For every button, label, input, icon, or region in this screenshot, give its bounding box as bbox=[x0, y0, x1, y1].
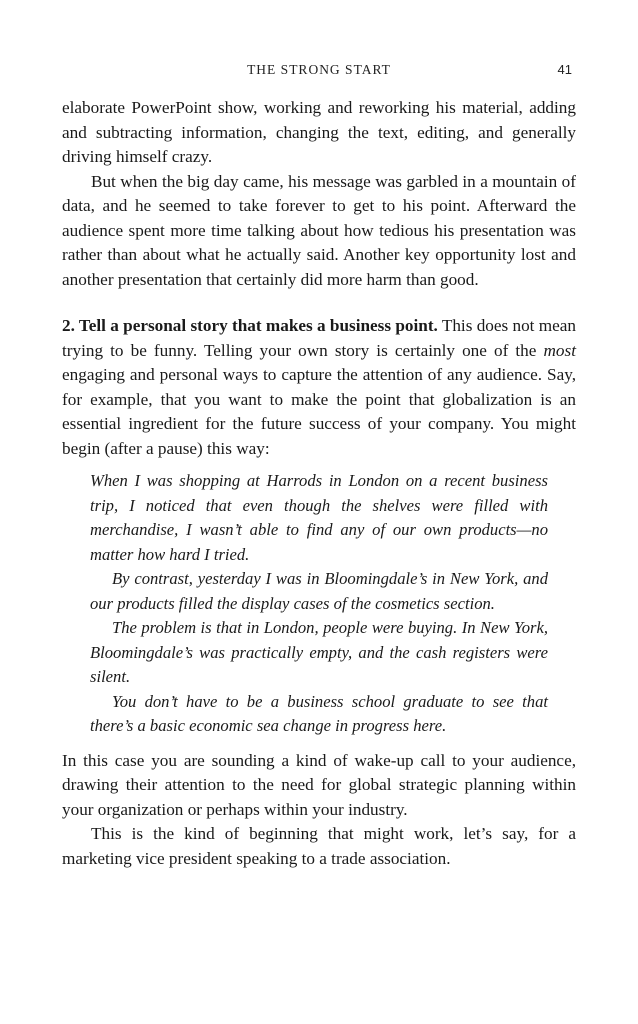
section-heading: 2. Tell a personal story that makes a business point. bbox=[62, 316, 438, 335]
quote-paragraph: When I was shopping at Harrods in London on a recent business trip, I noticed that even though the shelves were filled with merchandise, I wasn’t able to find any of our own products—no matter how hard I tried. bbox=[90, 471, 548, 564]
quote-paragraph: By contrast, yesterday I was in Bloomingdale’s in New York, and our products filled the display cases of the cosmetics section. bbox=[90, 569, 548, 613]
paragraph-text: This does not mean trying to be funny. Telling your own story is certainly one of the bbox=[62, 316, 576, 360]
block-quote bbox=[90, 469, 548, 739]
paragraph-continuation: elaborate PowerPoint show, working and reworking his material, adding and subtracting information, changing the text, editing, and generally driving himself crazy. bbox=[62, 98, 576, 166]
running-title: THE STRONG START bbox=[247, 62, 391, 77]
quote-paragraph: The problem is that in London, people were buying. In New York, Bloomingdale’s was practically empty, and the cash registers were silent. bbox=[90, 618, 548, 686]
body-text bbox=[62, 96, 576, 871]
paragraph-personal-story bbox=[62, 314, 576, 461]
emphasis-text: most bbox=[543, 340, 576, 360]
running-header bbox=[0, 62, 638, 82]
quote-paragraph: You don’t have to be a business school graduate to see that there’s a basic economic sea change in progress here. bbox=[90, 691, 548, 735]
page-number: 41 bbox=[557, 62, 572, 77]
paragraph-beginning: This is the kind of beginning that might work, let’s say, for a marketing vice president speaking to a trade association. bbox=[62, 824, 576, 868]
paragraph-wake-up-call: In this case you are sounding a kind of wake-up call to your audience, drawing their attention to the need for global strategic planning within your organization or perhaps within your industry. bbox=[62, 750, 576, 819]
paragraph-big-day: But when the big day came, his message was garbled in a mountain of data, and he seemed to take forever to get to his point. Afterward the audience spent more time talking about how tedious his presentation was rather than about what he actually said. Another key opportunity lost and another presentation that certainly did more harm than good. bbox=[62, 171, 576, 289]
paragraph-text: engaging and personal ways to capture the attention of any audience. Say, for example, that you want to make the point that globalization is an essential ingredient for the future success of your company. You might begin (after a pause) this way: bbox=[62, 365, 576, 458]
